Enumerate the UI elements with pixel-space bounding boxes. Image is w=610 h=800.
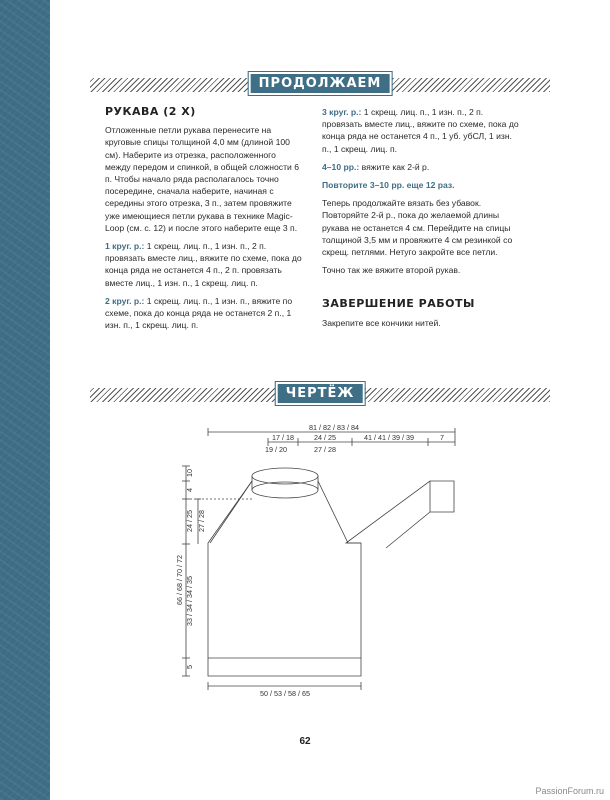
sidebar-stripe — [0, 0, 50, 800]
label-raglan-a: 24 / 25 — [185, 510, 194, 532]
round-1-label: 1 круг. р.: — [105, 241, 145, 252]
page-number: 62 — [299, 736, 311, 747]
repeat-instruction: Повторите 3–10 рр. еще 12 раз. — [322, 180, 455, 191]
rows-4-10-label: 4–10 рр.: — [322, 161, 360, 172]
round-2-label: 2 круг. р.: — [105, 295, 145, 306]
banner-drawing — [90, 388, 550, 402]
sleeves-heading: РУКАВА (2 Х) — [105, 105, 196, 118]
label-sleeve-width: 41 / 41 / 39 / 39 — [364, 433, 414, 442]
finishing-text: Закрепите все кончики нитей. — [322, 317, 441, 328]
label-body-height: 33 / 34 / 34 / 35 — [185, 576, 194, 626]
round-1-text: 1 скрещ. лиц. п., 1 изн. п., 2 п. провязать вместе лиц., вяжите по схеме, пока до конца ряда не останется 4 п., 2 п. провязать вместе лиц., 1 изн. п., 1 скрещ. лиц. п. — [105, 241, 302, 288]
banner-continue — [90, 78, 550, 92]
left-column — [105, 106, 303, 337]
round-3 — [322, 106, 520, 155]
second-sleeve-text: Точно так же вяжите второй рукав. — [322, 265, 461, 276]
label-hem-width: 50 / 53 / 58 / 65 — [260, 689, 310, 698]
label-total-height: 66 / 68 / 70 / 72 — [175, 555, 184, 605]
round-2-text: 1 скрещ. лиц. п., 1 изн. п., вяжите по схеме, пока до конца ряда не останется 2 п., 1 изн. п., 1 скрещ. лиц. п. — [105, 295, 293, 331]
label-neck-top: 17 / 18 — [272, 433, 294, 442]
finishing-heading: ЗАВЕРШЕНИЕ РАБОТЫ — [322, 297, 475, 311]
label-cuff-width: 7 — [440, 433, 444, 442]
label-total-width: 81 / 82 / 83 / 84 — [309, 423, 359, 432]
banner-continue-title: ПРОДОЛЖАЕМ — [249, 72, 392, 95]
round-3-text: 1 скрещ. лиц. п., 1 изн. п., 2 п. провязать вместе лиц., вяжите по схеме, пока до конца ряда не останется 4 п., 1 уб. убСЛ, 1 изн. п., 1 скрещ. лиц. п. — [322, 107, 519, 154]
round-1 — [105, 240, 303, 289]
label-yoke-top: 24 / 25 — [314, 433, 336, 442]
continue-text: Теперь продолжайте вязать без убавок. Повторяйте 2-й р., пока до желаемой длины рукава не останется 4 см. Перейдите на спицы толщиной 3,5 мм и провяжите 4 см резинкой со скрещ. петлями. Нетуго закройте все петли. — [322, 198, 513, 258]
label-neck-bottom: 19 / 20 — [265, 445, 287, 454]
round-2 — [105, 295, 303, 332]
watermark: PassionForum.ru — [535, 786, 604, 796]
banner-drawing-title: ЧЕРТЁЖ — [276, 382, 365, 405]
label-raglan-b: 27 / 28 — [197, 510, 206, 532]
label-yoke-bottom: 27 / 28 — [314, 445, 336, 454]
rows-4-10 — [322, 161, 520, 173]
round-3-label: 3 круг. р.: — [322, 107, 362, 117]
label-band-height: 4 — [185, 488, 194, 492]
label-rib-height: 5 — [185, 665, 194, 669]
sleeves-intro: Отложенные петли рукава перенесите на круговые спицы толщиной 4,0 мм (длиной 100 см). Наберите из отрезка, расположенного между передом и спинкой, в общей сложности 6 п. Чтобы начало ряда располагалось точно посередине, сначала наберите, начиная с середины этого отрезка, 3 п., затем провяжите уже имеющиеся петли рукава в технике Magic-Loop (см. с. 12) и после этого наберите еще 3 п. — [105, 125, 299, 233]
label-neck-height: 10 — [185, 469, 194, 477]
rows-4-10-text: вяжите как 2-й р. — [361, 161, 430, 172]
right-column — [322, 106, 520, 335]
